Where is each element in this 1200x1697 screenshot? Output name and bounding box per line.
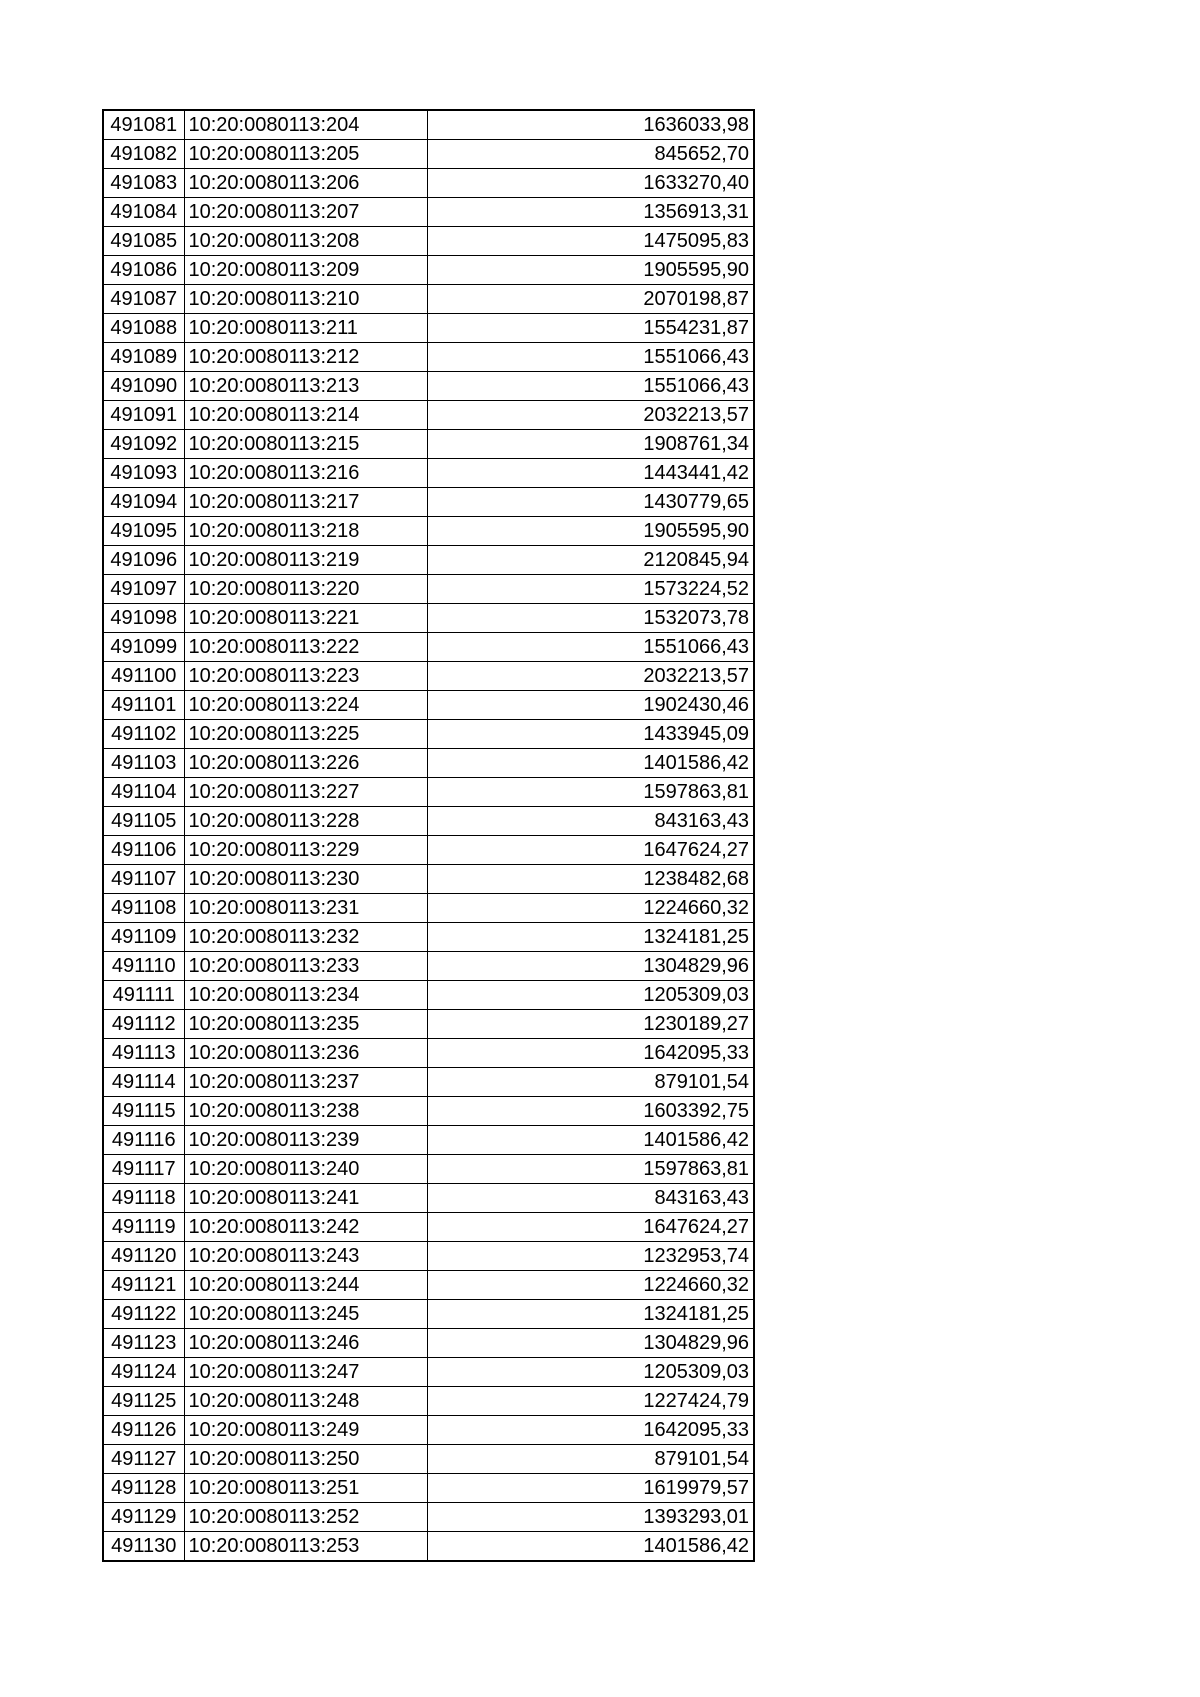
table-row [103, 865, 754, 894]
cadastral-number-cell: 10:20:0080113:250 [184, 1445, 427, 1474]
table-row [103, 1271, 754, 1300]
table-row [103, 1068, 754, 1097]
value-cell: 1356913,31 [427, 198, 754, 227]
value-cell: 1430779,65 [427, 488, 754, 517]
value-cell: 1401586,42 [427, 1532, 754, 1562]
record-id-cell: 491113 [103, 1039, 184, 1068]
value-cell: 1647624,27 [427, 836, 754, 865]
value-cell: 1647624,27 [427, 1213, 754, 1242]
record-id-cell: 491103 [103, 749, 184, 778]
value-cell: 1401586,42 [427, 749, 754, 778]
cadastral-number-cell: 10:20:0080113:232 [184, 923, 427, 952]
record-id-cell: 491125 [103, 1387, 184, 1416]
value-cell: 1532073,78 [427, 604, 754, 633]
record-id-cell: 491094 [103, 488, 184, 517]
cadastral-number-cell: 10:20:0080113:210 [184, 285, 427, 314]
value-cell: 1554231,87 [427, 314, 754, 343]
record-id-cell: 491115 [103, 1097, 184, 1126]
table-row [103, 343, 754, 372]
table-row [103, 372, 754, 401]
value-cell: 843163,43 [427, 807, 754, 836]
table-row [103, 285, 754, 314]
cadastral-number-cell: 10:20:0080113:214 [184, 401, 427, 430]
value-cell: 1443441,42 [427, 459, 754, 488]
value-cell: 1324181,25 [427, 923, 754, 952]
record-id-cell: 491108 [103, 894, 184, 923]
record-id-cell: 491126 [103, 1416, 184, 1445]
record-id-cell: 491098 [103, 604, 184, 633]
cadastral-number-cell: 10:20:0080113:237 [184, 1068, 427, 1097]
cadastral-number-cell: 10:20:0080113:251 [184, 1474, 427, 1503]
value-cell: 2032213,57 [427, 401, 754, 430]
table-row [103, 1503, 754, 1532]
record-id-cell: 491092 [103, 430, 184, 459]
table-row [103, 488, 754, 517]
record-id-cell: 491110 [103, 952, 184, 981]
cadastral-number-cell: 10:20:0080113:230 [184, 865, 427, 894]
table-row [103, 1532, 754, 1562]
record-id-cell: 491112 [103, 1010, 184, 1039]
record-id-cell: 491089 [103, 343, 184, 372]
value-cell: 1551066,43 [427, 633, 754, 662]
cadastral-number-cell: 10:20:0080113:241 [184, 1184, 427, 1213]
cadastral-number-cell: 10:20:0080113:208 [184, 227, 427, 256]
value-cell: 1304829,96 [427, 952, 754, 981]
table-row [103, 169, 754, 198]
record-id-cell: 491119 [103, 1213, 184, 1242]
record-id-cell: 491084 [103, 198, 184, 227]
cadastral-number-cell: 10:20:0080113:234 [184, 981, 427, 1010]
table-row [103, 720, 754, 749]
cadastral-number-cell: 10:20:0080113:244 [184, 1271, 427, 1300]
table-row [103, 1184, 754, 1213]
value-cell: 1205309,03 [427, 1358, 754, 1387]
table-row [103, 894, 754, 923]
value-cell: 1642095,33 [427, 1039, 754, 1068]
value-cell: 1475095,83 [427, 227, 754, 256]
table-row [103, 604, 754, 633]
cadastral-number-cell: 10:20:0080113:227 [184, 778, 427, 807]
cadastral-number-cell: 10:20:0080113:222 [184, 633, 427, 662]
table-row [103, 227, 754, 256]
table-row [103, 749, 754, 778]
record-id-cell: 491091 [103, 401, 184, 430]
record-id-cell: 491087 [103, 285, 184, 314]
table-row [103, 807, 754, 836]
record-id-cell: 491129 [103, 1503, 184, 1532]
table-row [103, 459, 754, 488]
cadastral-number-cell: 10:20:0080113:228 [184, 807, 427, 836]
table-row [103, 198, 754, 227]
record-id-cell: 491093 [103, 459, 184, 488]
value-cell: 2070198,87 [427, 285, 754, 314]
cadastral-number-cell: 10:20:0080113:236 [184, 1039, 427, 1068]
table-row [103, 1242, 754, 1271]
value-cell: 1224660,32 [427, 1271, 754, 1300]
cadastral-number-cell: 10:20:0080113:240 [184, 1155, 427, 1184]
record-id-cell: 491121 [103, 1271, 184, 1300]
record-id-cell: 491102 [103, 720, 184, 749]
cadastral-number-cell: 10:20:0080113:224 [184, 691, 427, 720]
value-cell: 845652,70 [427, 140, 754, 169]
cadastral-number-cell: 10:20:0080113:252 [184, 1503, 427, 1532]
cadastral-number-cell: 10:20:0080113:206 [184, 169, 427, 198]
cadastral-number-cell: 10:20:0080113:212 [184, 343, 427, 372]
table-row [103, 575, 754, 604]
record-id-cell: 491127 [103, 1445, 184, 1474]
value-cell: 1205309,03 [427, 981, 754, 1010]
cadastral-number-cell: 10:20:0080113:235 [184, 1010, 427, 1039]
value-cell: 1324181,25 [427, 1300, 754, 1329]
table-row [103, 662, 754, 691]
record-id-cell: 491090 [103, 372, 184, 401]
cadastral-number-cell: 10:20:0080113:220 [184, 575, 427, 604]
record-id-cell: 491100 [103, 662, 184, 691]
cadastral-number-cell: 10:20:0080113:209 [184, 256, 427, 285]
record-id-cell: 491097 [103, 575, 184, 604]
cadastral-number-cell: 10:20:0080113:245 [184, 1300, 427, 1329]
cadastral-number-cell: 10:20:0080113:205 [184, 140, 427, 169]
value-cell: 879101,54 [427, 1445, 754, 1474]
value-cell: 1597863,81 [427, 778, 754, 807]
table-row [103, 314, 754, 343]
table-row [103, 981, 754, 1010]
table-row [103, 430, 754, 459]
table-row [103, 1329, 754, 1358]
cadastral-number-cell: 10:20:0080113:211 [184, 314, 427, 343]
value-cell: 1902430,46 [427, 691, 754, 720]
value-cell: 1551066,43 [427, 343, 754, 372]
cadastral-number-cell: 10:20:0080113:221 [184, 604, 427, 633]
cadastral-number-cell: 10:20:0080113:231 [184, 894, 427, 923]
table-row [103, 1010, 754, 1039]
record-id-cell: 491105 [103, 807, 184, 836]
cadastral-number-cell: 10:20:0080113:216 [184, 459, 427, 488]
value-cell: 1905595,90 [427, 256, 754, 285]
value-cell: 1304829,96 [427, 1329, 754, 1358]
table-row [103, 952, 754, 981]
cadastral-number-cell: 10:20:0080113:204 [184, 110, 427, 140]
table-row [103, 836, 754, 865]
value-cell: 1227424,79 [427, 1387, 754, 1416]
table-row [103, 1445, 754, 1474]
table-row [103, 691, 754, 720]
record-id-cell: 491122 [103, 1300, 184, 1329]
value-cell: 843163,43 [427, 1184, 754, 1213]
value-cell: 1232953,74 [427, 1242, 754, 1271]
table-row [103, 140, 754, 169]
value-cell: 1230189,27 [427, 1010, 754, 1039]
value-cell: 1619979,57 [427, 1474, 754, 1503]
cadastral-number-cell: 10:20:0080113:238 [184, 1097, 427, 1126]
record-id-cell: 491085 [103, 227, 184, 256]
cadastral-number-cell: 10:20:0080113:215 [184, 430, 427, 459]
record-id-cell: 491117 [103, 1155, 184, 1184]
table-row [103, 1358, 754, 1387]
record-id-cell: 491118 [103, 1184, 184, 1213]
value-cell: 1905595,90 [427, 517, 754, 546]
value-cell: 1224660,32 [427, 894, 754, 923]
record-id-cell: 491123 [103, 1329, 184, 1358]
table-row [103, 110, 754, 140]
cadastral-number-cell: 10:20:0080113:225 [184, 720, 427, 749]
table-row [103, 401, 754, 430]
cadastral-number-cell: 10:20:0080113:249 [184, 1416, 427, 1445]
table-row [103, 1213, 754, 1242]
table-row [103, 1126, 754, 1155]
cadastral-number-cell: 10:20:0080113:233 [184, 952, 427, 981]
cadastral-number-cell: 10:20:0080113:243 [184, 1242, 427, 1271]
cadastral-number-cell: 10:20:0080113:229 [184, 836, 427, 865]
record-id-cell: 491096 [103, 546, 184, 575]
table-row [103, 778, 754, 807]
records-table-body [103, 110, 754, 1561]
records-table [102, 109, 755, 1562]
value-cell: 1636033,98 [427, 110, 754, 140]
record-id-cell: 491106 [103, 836, 184, 865]
record-id-cell: 491116 [103, 1126, 184, 1155]
cadastral-number-cell: 10:20:0080113:219 [184, 546, 427, 575]
record-id-cell: 491111 [103, 981, 184, 1010]
table-row [103, 1300, 754, 1329]
record-id-cell: 491109 [103, 923, 184, 952]
record-id-cell: 491086 [103, 256, 184, 285]
table-row [103, 546, 754, 575]
value-cell: 1401586,42 [427, 1126, 754, 1155]
value-cell: 1603392,75 [427, 1097, 754, 1126]
record-id-cell: 491083 [103, 169, 184, 198]
record-id-cell: 491120 [103, 1242, 184, 1271]
record-id-cell: 491088 [103, 314, 184, 343]
cadastral-number-cell: 10:20:0080113:218 [184, 517, 427, 546]
table-row [103, 1155, 754, 1184]
value-cell: 1597863,81 [427, 1155, 754, 1184]
cadastral-number-cell: 10:20:0080113:223 [184, 662, 427, 691]
record-id-cell: 491128 [103, 1474, 184, 1503]
table-row [103, 1387, 754, 1416]
value-cell: 2032213,57 [427, 662, 754, 691]
cadastral-number-cell: 10:20:0080113:213 [184, 372, 427, 401]
table-row [103, 1039, 754, 1068]
table-row [103, 633, 754, 662]
value-cell: 879101,54 [427, 1068, 754, 1097]
table-row [103, 923, 754, 952]
value-cell: 1433945,09 [427, 720, 754, 749]
record-id-cell: 491124 [103, 1358, 184, 1387]
cadastral-number-cell: 10:20:0080113:242 [184, 1213, 427, 1242]
table-row [103, 1416, 754, 1445]
record-id-cell: 491107 [103, 865, 184, 894]
value-cell: 1393293,01 [427, 1503, 754, 1532]
value-cell: 1642095,33 [427, 1416, 754, 1445]
cadastral-number-cell: 10:20:0080113:217 [184, 488, 427, 517]
record-id-cell: 491099 [103, 633, 184, 662]
cadastral-number-cell: 10:20:0080113:239 [184, 1126, 427, 1155]
cadastral-number-cell: 10:20:0080113:246 [184, 1329, 427, 1358]
cadastral-number-cell: 10:20:0080113:226 [184, 749, 427, 778]
record-id-cell: 491082 [103, 140, 184, 169]
table-row [103, 517, 754, 546]
table-row [103, 256, 754, 285]
value-cell: 1573224,52 [427, 575, 754, 604]
record-id-cell: 491130 [103, 1532, 184, 1562]
cadastral-number-cell: 10:20:0080113:207 [184, 198, 427, 227]
value-cell: 1551066,43 [427, 372, 754, 401]
table-row [103, 1474, 754, 1503]
cadastral-number-cell: 10:20:0080113:248 [184, 1387, 427, 1416]
record-id-cell: 491104 [103, 778, 184, 807]
table-row [103, 1097, 754, 1126]
value-cell: 1238482,68 [427, 865, 754, 894]
cadastral-number-cell: 10:20:0080113:253 [184, 1532, 427, 1562]
record-id-cell: 491114 [103, 1068, 184, 1097]
record-id-cell: 491081 [103, 110, 184, 140]
value-cell: 1908761,34 [427, 430, 754, 459]
value-cell: 1633270,40 [427, 169, 754, 198]
value-cell: 2120845,94 [427, 546, 754, 575]
record-id-cell: 491101 [103, 691, 184, 720]
record-id-cell: 491095 [103, 517, 184, 546]
cadastral-number-cell: 10:20:0080113:247 [184, 1358, 427, 1387]
